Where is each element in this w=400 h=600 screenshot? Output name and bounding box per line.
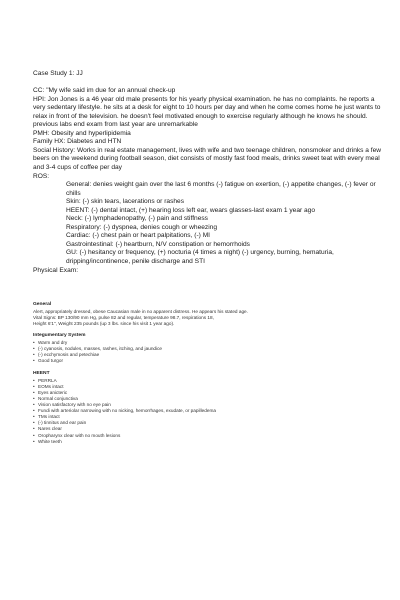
list-item: • EOMs intact (33, 383, 64, 389)
bullet-icon: • (33, 408, 35, 414)
family-history-line: Family HX: Diabetes and HTN (33, 138, 122, 146)
general-heading: General (33, 302, 52, 307)
height-weight: Height 6'1", Weight 235 pounds (up 3 lbs. since his visit 1 year ago). (33, 320, 175, 326)
ros-gastrointestinal: Gastrointestinal: (-) heartburn, N/V constipation or hemorrhoids (66, 240, 250, 248)
hpi-paragraph: HPI: Jon Jones is a 46 year old male presents for his yearly physical examination. he has no complaints. he reports a very sedentary lifestyle. he sits at a desk for eight to 10 hours per day and when he come comes home he just wants to relax in front of the television. he doesn't feel motivated enough to exercise regularly although he knows he should. previous labs end exam from last year are unremarkable (33, 95, 381, 129)
social-history-paragraph: Social History: Works in real estate management, lives with wife and two teenage children, nonsmoker and drinks a few beers on the weekend during football season, diet consists of mostly fast food meals, drinks sweet teat with every meal and 3-4 cups of coffee per day (33, 146, 382, 171)
list-item: • PERRLA (33, 377, 57, 383)
integumentary-list (33, 340, 273, 364)
list-item: • Warm and dry (33, 340, 68, 346)
bullet-icon: • (33, 377, 35, 383)
list-item: • TMs intact (33, 414, 60, 420)
heent-heading: HEENT (33, 371, 50, 377)
bullet-icon: • (33, 389, 35, 395)
bullet-icon: • (33, 358, 35, 364)
bullet-icon: • (33, 414, 35, 420)
bullet-icon: • (33, 396, 35, 401)
bullet-icon: • (33, 402, 35, 408)
list-item: • (-) cyanosis, nodules, masses, rashes, itching, and jaundice (33, 346, 163, 352)
ros-heent: HEENT: (-) dental intact, (+) hearing loss left ear, wears glasses-last exam 1 year ago (66, 206, 316, 214)
physical-exam-details (33, 302, 273, 451)
list-item: • Oropharynx clear with no mouth lesions (33, 432, 121, 438)
list-item: • Eyes anicteric (33, 389, 68, 395)
integumentary-heading: Integumentary System (33, 333, 86, 339)
bullet-icon: • (33, 432, 35, 438)
integumentary-section (33, 333, 273, 364)
heent-section (33, 371, 273, 445)
bullet-icon: • (33, 420, 35, 426)
physical-exam-label: Physical Exam: (33, 266, 79, 274)
ros-respiratory: Respiratory: (-) dyspnea, denies cough or wheezing (66, 223, 218, 231)
bullet-icon: • (33, 438, 35, 444)
ros-label: ROS: (33, 172, 50, 180)
chief-complaint: CC: "My wife said im due for an annual check-up (33, 87, 176, 95)
pmh-line: PMH: Obesity and hyperlipidemia (33, 129, 131, 137)
bullet-icon: • (33, 352, 35, 358)
list-item: • (-) ecchymosis and petechiae (33, 352, 100, 358)
bullet-icon: • (33, 383, 35, 389)
heent-list (33, 378, 273, 445)
general-section (33, 302, 273, 327)
list-item: • (-) tinnitus and ear pain (33, 420, 87, 426)
ros-general: General: denies weight gain over the last 6 months (-) fatigue on exertion, (-) appetite changes, (-) fever or chills (66, 181, 376, 197)
list-item: • Normal conjunctiva (33, 396, 78, 401)
general-description: Alert, appropriately dressed, obese Caucasian male in no apparent distress. He appears his stated age. (33, 308, 248, 314)
ros-gu: GU: (-) hesitancy or frequency, (+) nocturia (4 times a night) (-) urgency, burning, hematuria, dripping/incontinence, penile discharge and STI (66, 249, 334, 265)
vital-signs: Vital Signs: BP 130/90 mm Hg, pulse 82 and regular, temperature 98.7, respirations 18, (33, 314, 214, 320)
bullet-icon: • (33, 346, 35, 352)
list-item: • Good turgor (33, 358, 64, 364)
list-item: • White teeth (33, 438, 62, 444)
ros-cardiac: Cardiac: (-) chest pain or heart palpitations, (-) MI (66, 232, 211, 240)
case-title: Case Study 1: JJ (33, 70, 83, 77)
case-notes (33, 70, 385, 275)
bullet-icon: • (33, 340, 35, 346)
bullet-icon: • (33, 426, 35, 432)
list-item: • Nares clear (33, 426, 62, 432)
ros-neck: Neck: (-) lymphadenopathy, (-) pain and stiffness (66, 215, 208, 223)
list-item: • Vision satisfactory with no eye pain (33, 402, 111, 408)
ros-skin: Skin: (-) skin tears, lacerations or rashes (66, 198, 184, 206)
list-item: • Fundi with arteriolar narrowing with no nicking, hemorrhages, exudate, or papilledema (33, 408, 216, 414)
